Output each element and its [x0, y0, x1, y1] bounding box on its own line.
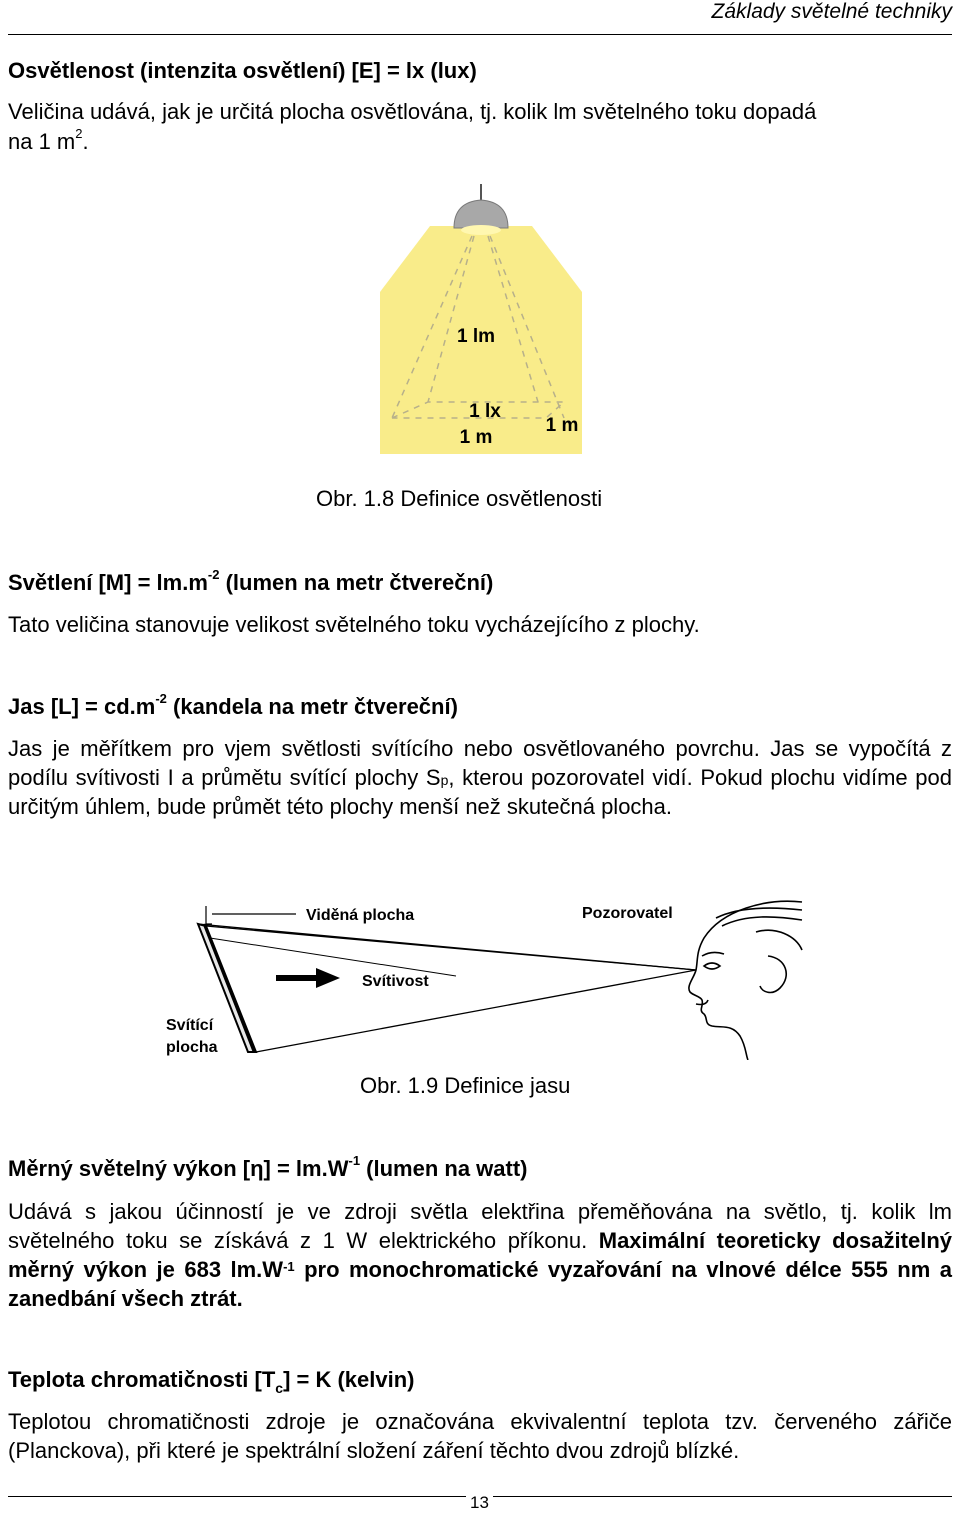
luminous-exitance-text: Tato veličina stanovuje velikost světelného toku vycházejícího z plochy. [8, 612, 700, 637]
label-shining-surface-line2: plocha [166, 1039, 218, 1056]
luminance-paragraph: Jas je měřítkem pro vjem světlosti svítícího nebo osvětlovaného povrchu. Jas se vypočítá z podílu svítivosti I a průmětu svítící plochy $S_p$, kterou pozorovatel vidí. Pokud plochu vidíme pod určitým úhlem, bude průmět této plochy menší než skutečná plocha. [8, 736, 952, 819]
heading-luminous-exitance: Světlení $[M] = lm.m^{-2}$ (lumen na metr čtvereční) [8, 567, 494, 595]
luminous-efficacy-paragraph: Udává s jakou účinností je ve zdroji světla elektřina přeměňována na světlo, tj. kolik lm světelného toku se získává z 1 W elektrického příkonu. Maximální teoreticky dosažitelný měrný výkon je 683 $lm.W^{-1}$ pro monochromatické vyzařování na vlnové délce 555 nm a zanedbání všech ztrát. [8, 1199, 952, 1311]
label-1-lm: 1 lm [456, 326, 496, 347]
label-shining-surface-line1: Svítící [166, 1017, 214, 1034]
illuminance-figure [370, 180, 592, 462]
figure-caption-1-9: Obr. 1.9 Definice jasu [360, 1073, 571, 1098]
label-luminous-intensity: Svítivost [362, 973, 429, 990]
figure-caption-1-8: Obr. 1.8 Definice osvětlenosti [316, 486, 603, 511]
label-1-m-side: 1 m [545, 415, 579, 436]
heading-luminous-efficacy: Měrný světelný výkon $[\eta] = lm.W^{-1}$ (lumen na watt) [8, 1153, 528, 1181]
label-viewed-surface: Viděná plocha [306, 907, 415, 924]
heading-illuminance: Osvětlenost (intenzita osvětlení) [E] = lx (lux) [8, 58, 477, 83]
heading-luminance: Jas $[L] = cd.m^{-2}$ (kandela na metr čtvereční) [8, 691, 458, 719]
illuminance-text-line1: Veličina udává, jak je určitá plocha osvětlována, tj. kolik lm světelného toku dopadá [8, 99, 817, 124]
running-header: Základy světelné techniky [711, 0, 952, 23]
header-rule [8, 34, 952, 35]
page-number: 13 [466, 1493, 493, 1513]
luminance-figure [156, 896, 804, 1060]
illuminance-text-line2: na 1 $m^2$. [8, 126, 89, 154]
heading-colour-temperature: Teplota chromatičnosti $[T_c] = K$ (kelvin) [8, 1367, 415, 1396]
colour-temperature-paragraph: Teplotou chromatičnosti zdroje je označována ekvivalentní teplota tzv. červeného zářiče (Planckova), při které je spektrální složení záření těchto dvou zdrojů blízké. [8, 1409, 952, 1463]
label-observer: Pozorovatel [582, 905, 673, 922]
lamp-bulb-icon [461, 225, 501, 235]
label-1-lx: 1 lx [469, 401, 501, 422]
label-1-m-front: 1 m [459, 427, 493, 448]
